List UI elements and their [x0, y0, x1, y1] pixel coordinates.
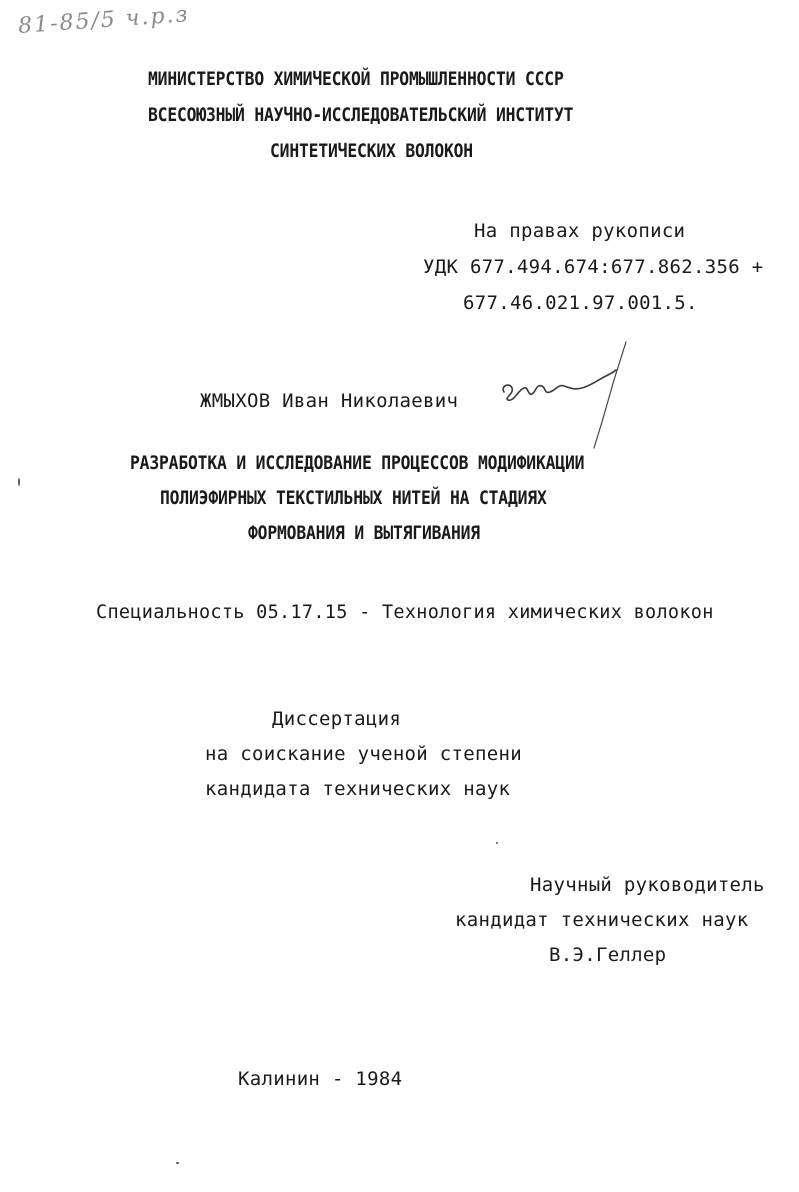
udc-code: УДК 677.494.674:677.862.356 +	[423, 256, 764, 278]
institute-heading: ВСЕСОЮЗНЫЙ НАУЧНО-ИССЛЕДОВАТЕЛЬСКИЙ ИНСТИТУТ	[148, 104, 574, 126]
rights-reserved-label: На правах рукописи	[474, 220, 686, 242]
institute-heading-continued: СИНТЕТИЧЕСКИХ ВОЛОКОН	[270, 140, 473, 162]
specialty-line: Специальность 05.17.15 - Технология химических волокон	[96, 602, 714, 623]
scan-speck	[496, 842, 498, 844]
degree-purpose: на соискание ученой степени	[205, 743, 522, 765]
author-name: ЖМЫХОВ Иван Николаевич	[200, 390, 459, 412]
supervisor-name: В.Э.Геллер	[549, 944, 667, 966]
thesis-title-line-2: ПОЛИЭФИРНЫХ ТЕКСТИЛЬНЫХ НИТЕЙ НА СТАДИЯХ	[160, 487, 547, 509]
thesis-title-line-1: РАЗРАБОТКА И ИССЛЕДОВАНИЕ ПРОЦЕССОВ МОДИФИКАЦИИ	[130, 452, 585, 474]
author-signature	[498, 340, 638, 450]
dissertation-label: Диссертация	[272, 708, 402, 730]
scan-speck	[18, 478, 20, 486]
supervisor-degree: кандидат технических наук	[455, 909, 749, 931]
archive-handwritten-note: 81-85/5 ч.р.з	[17, 2, 191, 39]
thesis-title-line-3: ФОРМОВАНИЯ И ВЫТЯГИВАНИЯ	[248, 522, 480, 544]
udc-code-continued: 677.46.021.97.001.5.	[463, 292, 698, 314]
city-year: Калинин - 1984	[238, 1068, 403, 1090]
degree-name: кандидата технических наук	[205, 778, 511, 800]
ministry-heading: МИНИСТЕРСТВО ХИМИЧЕСКОЙ ПРОМЫШЛЕННОСТИ СССР	[148, 68, 564, 90]
scan-speck	[176, 1162, 179, 1164]
supervisor-label: Научный руководитель	[530, 874, 765, 896]
